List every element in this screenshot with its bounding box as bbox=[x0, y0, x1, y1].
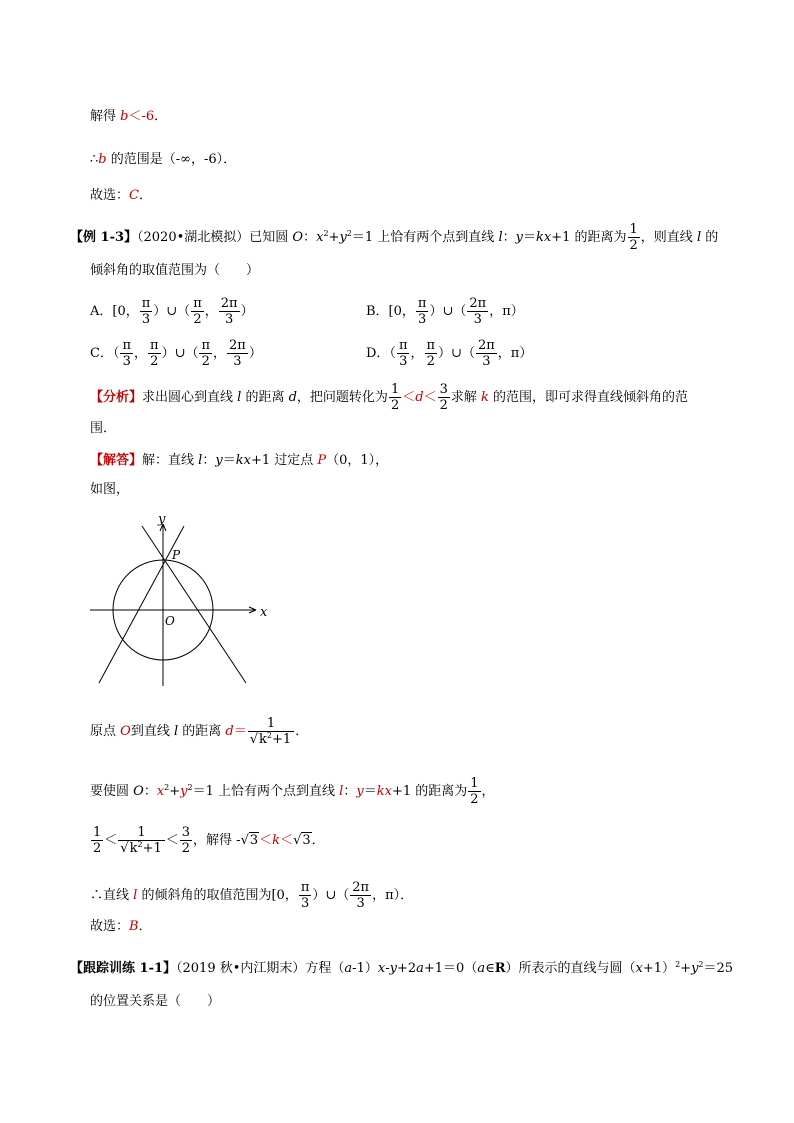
period: ． bbox=[311, 833, 325, 848]
numerator: 2π bbox=[477, 338, 495, 353]
eq-sign: ＝ bbox=[222, 453, 236, 468]
fraction-half bbox=[468, 776, 480, 807]
numerator: π bbox=[201, 338, 211, 353]
close: ，π） bbox=[489, 304, 524, 319]
sqrt-3: √3 bbox=[293, 833, 311, 848]
radicand bbox=[258, 731, 292, 747]
radicand: 3 bbox=[302, 833, 311, 848]
analysis-text: 求解 bbox=[450, 390, 481, 405]
exp-2: 2 bbox=[266, 731, 273, 740]
period: ． bbox=[138, 919, 152, 934]
denominator: 2 bbox=[201, 354, 210, 369]
inequality-line bbox=[90, 825, 325, 856]
numerator: π bbox=[122, 338, 131, 353]
lt-sign: ＜ bbox=[423, 390, 437, 405]
denominator: 3 bbox=[233, 354, 242, 369]
numerator: π bbox=[417, 296, 427, 311]
close: ） bbox=[248, 346, 262, 361]
analysis-line-1 bbox=[90, 382, 688, 413]
track-line-1 bbox=[70, 960, 733, 978]
eq-text: ＝1 上恰有两个点到直线 bbox=[351, 230, 499, 245]
label-x: x bbox=[260, 605, 268, 620]
track-text: ＝25 bbox=[703, 961, 734, 976]
var-x: x bbox=[635, 961, 643, 976]
radical-sign: √ bbox=[120, 841, 129, 856]
distance-text: 原点 bbox=[90, 724, 121, 739]
therefore-symbol: ∴ bbox=[90, 888, 104, 903]
option-c[interactable] bbox=[90, 338, 262, 369]
eq-sign: ＝ bbox=[233, 724, 247, 739]
exp-2: 2 bbox=[323, 229, 329, 238]
option-b[interactable] bbox=[366, 296, 524, 327]
fraction bbox=[299, 880, 312, 911]
solve-text: ，解得 - bbox=[193, 833, 241, 848]
reals-r: R bbox=[494, 961, 506, 976]
var-o: O bbox=[120, 724, 131, 739]
var-l: l bbox=[237, 390, 242, 405]
distance-line bbox=[90, 716, 308, 747]
var-d: d bbox=[415, 390, 424, 405]
var-l: l bbox=[198, 453, 203, 468]
denominator: 2 bbox=[93, 841, 102, 856]
denominator: 3 bbox=[122, 354, 131, 369]
denominator: 2 bbox=[629, 238, 638, 253]
var-k: k bbox=[481, 390, 489, 405]
period: ． bbox=[154, 109, 168, 124]
union: ）∪（ bbox=[312, 888, 350, 903]
solve-line bbox=[90, 108, 167, 126]
lt-sign: ＜ bbox=[104, 833, 118, 848]
example-line-1 bbox=[70, 222, 718, 253]
geometry-figure bbox=[86, 508, 286, 693]
label-o: O bbox=[165, 614, 175, 628]
var-k: k bbox=[129, 841, 138, 856]
conclusion-text: 的倾斜角的取值范围为[0， bbox=[137, 888, 298, 903]
comma: ， bbox=[134, 346, 148, 361]
var-kx: kx bbox=[235, 453, 251, 468]
var-y: y bbox=[215, 453, 223, 468]
numerator: 1 bbox=[93, 825, 102, 840]
denominator: 3 bbox=[418, 312, 427, 327]
denominator: 2 bbox=[150, 354, 159, 369]
distance-text: 到直线 bbox=[130, 724, 174, 739]
answer-c: C bbox=[129, 188, 139, 203]
close: ，π）． bbox=[372, 888, 414, 903]
numerator: 1 bbox=[470, 776, 479, 791]
numerator: 1 bbox=[390, 382, 400, 397]
denominator: 3 bbox=[225, 312, 234, 327]
solution-text: （0，1）， bbox=[326, 453, 389, 468]
numerator: 1 bbox=[118, 825, 164, 841]
var-l: l bbox=[339, 784, 344, 799]
analysis-text: 围． bbox=[90, 421, 117, 436]
fraction-half bbox=[91, 825, 103, 856]
exp-2: 2 bbox=[137, 840, 143, 849]
choose-line-1 bbox=[90, 187, 152, 205]
therefore-symbol: ∴ bbox=[90, 152, 99, 167]
fraction bbox=[199, 338, 212, 369]
exp-2: 2 bbox=[698, 960, 704, 969]
track-text: -1） bbox=[352, 961, 378, 976]
option-b-label: B．[0， bbox=[366, 304, 415, 319]
solve-pre: 解得 bbox=[90, 109, 121, 124]
var-y: y bbox=[515, 230, 523, 245]
union: ）∪（ bbox=[429, 304, 467, 319]
denominator-sqrt bbox=[118, 841, 164, 856]
numerator: 2π bbox=[352, 880, 370, 895]
fraction-distance bbox=[248, 716, 294, 747]
var-l: l bbox=[133, 888, 138, 903]
var-x: x bbox=[156, 784, 165, 799]
var-kx: kx bbox=[376, 784, 392, 799]
denominator: 2 bbox=[439, 398, 448, 413]
denominator: 3 bbox=[141, 312, 151, 327]
track-text: +1） bbox=[642, 961, 676, 976]
track-text: （2019 秋•内江期末）方程（ bbox=[176, 961, 345, 976]
lt-sign: ＜ bbox=[165, 833, 179, 848]
close: ） bbox=[240, 304, 254, 319]
eq-sign: ＝ bbox=[522, 230, 536, 245]
fraction bbox=[140, 296, 153, 327]
numerator: π bbox=[426, 338, 436, 353]
conclusion-text: 的范围是（-∞，-6）． bbox=[106, 152, 237, 167]
denominator: 2 bbox=[181, 841, 191, 856]
var-b: b bbox=[120, 109, 129, 124]
union: ）∪（ bbox=[153, 304, 191, 319]
figure-intro bbox=[90, 481, 129, 499]
denominator: 2 bbox=[426, 354, 435, 369]
var-y: y bbox=[389, 961, 397, 976]
option-d[interactable] bbox=[366, 338, 532, 369]
var-x: x bbox=[316, 230, 324, 245]
plus-one: +1 bbox=[272, 732, 292, 747]
option-a-label: A．[0， bbox=[90, 304, 139, 319]
example-question: 倾斜角的取值范围为（ ） bbox=[90, 263, 260, 278]
conclusion-line-2 bbox=[90, 880, 413, 911]
denominator: 2 bbox=[390, 398, 400, 413]
comma: ， bbox=[204, 304, 218, 319]
exp-2: 2 bbox=[346, 229, 352, 238]
numerator: 1 bbox=[629, 222, 638, 237]
distance-text: 的距离 bbox=[178, 724, 226, 739]
fraction bbox=[148, 338, 161, 369]
var-o: O bbox=[133, 784, 144, 799]
minus: - bbox=[385, 961, 390, 976]
denominator: 3 bbox=[482, 354, 491, 369]
period: ． bbox=[138, 188, 152, 203]
comma: ， bbox=[213, 346, 227, 361]
eq-sign: ＝ bbox=[363, 784, 377, 799]
fraction bbox=[416, 296, 429, 327]
denominator: 3 bbox=[356, 896, 365, 911]
var-y: y bbox=[356, 784, 364, 799]
fraction bbox=[227, 338, 248, 369]
tail-text: ，则直线 bbox=[640, 230, 697, 245]
denominator: 2 bbox=[470, 792, 479, 807]
lt-sign: ＜ bbox=[259, 833, 273, 848]
track-text: +2 bbox=[396, 961, 417, 976]
fraction bbox=[476, 338, 497, 369]
fraction-half bbox=[628, 222, 640, 253]
fraction bbox=[219, 296, 240, 327]
denominator: 2 bbox=[193, 312, 202, 327]
var-k: k bbox=[259, 732, 267, 747]
union: ）∪（ bbox=[438, 346, 475, 361]
var-o: O bbox=[292, 230, 304, 245]
track-text: ）所表示的直线与圆（ bbox=[505, 961, 636, 976]
comma: ， bbox=[410, 346, 424, 361]
colon: ： bbox=[303, 230, 317, 245]
plus: + bbox=[680, 961, 692, 976]
fraction bbox=[397, 338, 410, 369]
fraction bbox=[120, 338, 133, 369]
exp-2: 2 bbox=[675, 960, 681, 969]
var-x: x bbox=[377, 961, 386, 976]
condition-text: 要使圆 bbox=[90, 784, 134, 799]
denominator-sqrt bbox=[248, 732, 294, 747]
numerator: 1 bbox=[248, 716, 294, 732]
var-l: l bbox=[498, 230, 503, 245]
conclusion-text: 直线 bbox=[103, 888, 134, 903]
condition-text: ＝1 上恰有两个点到直线 bbox=[192, 784, 340, 799]
analysis-tag: 【分析】 bbox=[90, 390, 143, 405]
var-y: y bbox=[691, 961, 699, 976]
radicand bbox=[129, 840, 163, 856]
answer-b: B bbox=[129, 919, 139, 934]
numerator: 3 bbox=[181, 825, 191, 840]
track-question: 的位置关系是（ ） bbox=[90, 994, 221, 1009]
var-y: y bbox=[180, 784, 188, 799]
lt-sign: ＜ bbox=[402, 390, 416, 405]
solution-text: +1 过定点 bbox=[250, 453, 318, 468]
example-line-2 bbox=[90, 262, 259, 280]
choose-label: 故选： bbox=[90, 919, 130, 934]
numerator: π bbox=[150, 338, 159, 353]
condition-text: +1 的距离为 bbox=[391, 784, 468, 799]
label-y: y bbox=[158, 512, 166, 527]
option-c-label: C．（ bbox=[90, 346, 120, 361]
choose-label: 故选： bbox=[90, 188, 130, 203]
var-kx: kx bbox=[536, 230, 552, 245]
period: ． bbox=[295, 724, 309, 739]
analysis-text: 的范围，即可求得直线倾斜角的范 bbox=[488, 390, 689, 405]
solution-line bbox=[90, 452, 388, 470]
numerator: π bbox=[398, 338, 408, 353]
colon: ： bbox=[502, 230, 516, 245]
numerator: 3 bbox=[439, 382, 448, 397]
track-tag: 【跟踪训练 1-1】 bbox=[70, 961, 177, 976]
numerator: 2π bbox=[469, 296, 487, 311]
plus-one: +1 bbox=[142, 841, 162, 856]
var-a: a bbox=[477, 961, 486, 976]
track-text: +1＝0（ bbox=[423, 961, 478, 976]
var-b: b bbox=[98, 152, 107, 167]
fraction bbox=[350, 880, 371, 911]
fraction-three-halves bbox=[180, 825, 192, 856]
var-a: a bbox=[416, 961, 424, 976]
in-symbol: ∈ bbox=[485, 961, 495, 976]
var-d: d bbox=[225, 724, 234, 739]
comma: ， bbox=[481, 784, 495, 799]
var-l: l bbox=[696, 230, 702, 245]
plus: + bbox=[169, 784, 181, 799]
var-p: P bbox=[317, 453, 327, 468]
fraction-half bbox=[389, 382, 401, 413]
close: ，π） bbox=[497, 346, 533, 361]
analysis-text: 的距离 bbox=[241, 390, 289, 405]
radical-sign: √ bbox=[249, 732, 259, 747]
track-line-2 bbox=[90, 993, 220, 1011]
exp-2: 2 bbox=[187, 783, 193, 792]
numerator: π bbox=[193, 296, 202, 311]
solve-value: -6 bbox=[141, 109, 155, 124]
example-tag: 【例 1-3】 bbox=[70, 230, 138, 245]
analysis-text: ，把问题转化为 bbox=[296, 390, 388, 405]
var-l: l bbox=[173, 724, 179, 739]
sqrt-3: √3 bbox=[240, 833, 259, 848]
label-p: P bbox=[172, 548, 181, 562]
option-d-label: D．（ bbox=[366, 346, 396, 361]
solution-tag: 【解答】 bbox=[90, 453, 143, 468]
fraction bbox=[191, 296, 204, 327]
analysis-text: 求出圆心到直线 bbox=[142, 390, 238, 405]
fraction bbox=[467, 296, 488, 327]
analysis-line-2 bbox=[90, 420, 116, 438]
numerator: 2π bbox=[229, 338, 246, 353]
fraction-distance bbox=[118, 825, 164, 856]
de-text: 的 bbox=[701, 230, 719, 245]
conclusion-line-1 bbox=[90, 151, 236, 169]
numerator: 2π bbox=[220, 296, 238, 311]
numerator: π bbox=[141, 296, 151, 311]
var-a: a bbox=[344, 961, 353, 976]
denominator: 3 bbox=[473, 312, 482, 327]
fraction bbox=[425, 338, 438, 369]
condition-line bbox=[90, 776, 495, 807]
union: ）∪（ bbox=[161, 346, 199, 361]
denominator: 3 bbox=[399, 354, 408, 369]
solution-text: 解：直线 bbox=[142, 453, 199, 468]
example-source: （2020•湖北模拟）已知圆 bbox=[137, 230, 293, 245]
option-a[interactable] bbox=[90, 296, 254, 327]
plus-one-text: +1 的距离为 bbox=[551, 230, 627, 245]
choose-line-2 bbox=[90, 918, 152, 936]
fraction-three-halves bbox=[438, 382, 450, 413]
var-y: y bbox=[339, 230, 347, 245]
denominator: 3 bbox=[300, 896, 310, 911]
colon: ： bbox=[202, 453, 216, 468]
radicand: 3 bbox=[249, 833, 259, 848]
plus: + bbox=[328, 230, 340, 245]
colon: ： bbox=[143, 784, 157, 799]
var-d: d bbox=[288, 390, 297, 405]
figure-intro-text: 如图， bbox=[90, 482, 130, 497]
exp-2: 2 bbox=[164, 783, 170, 792]
var-k: k bbox=[272, 833, 281, 848]
colon: ： bbox=[343, 784, 357, 799]
lt-sign: ＜ bbox=[280, 833, 294, 848]
numerator: π bbox=[300, 880, 310, 895]
lt-sign: ＜ bbox=[128, 109, 142, 124]
